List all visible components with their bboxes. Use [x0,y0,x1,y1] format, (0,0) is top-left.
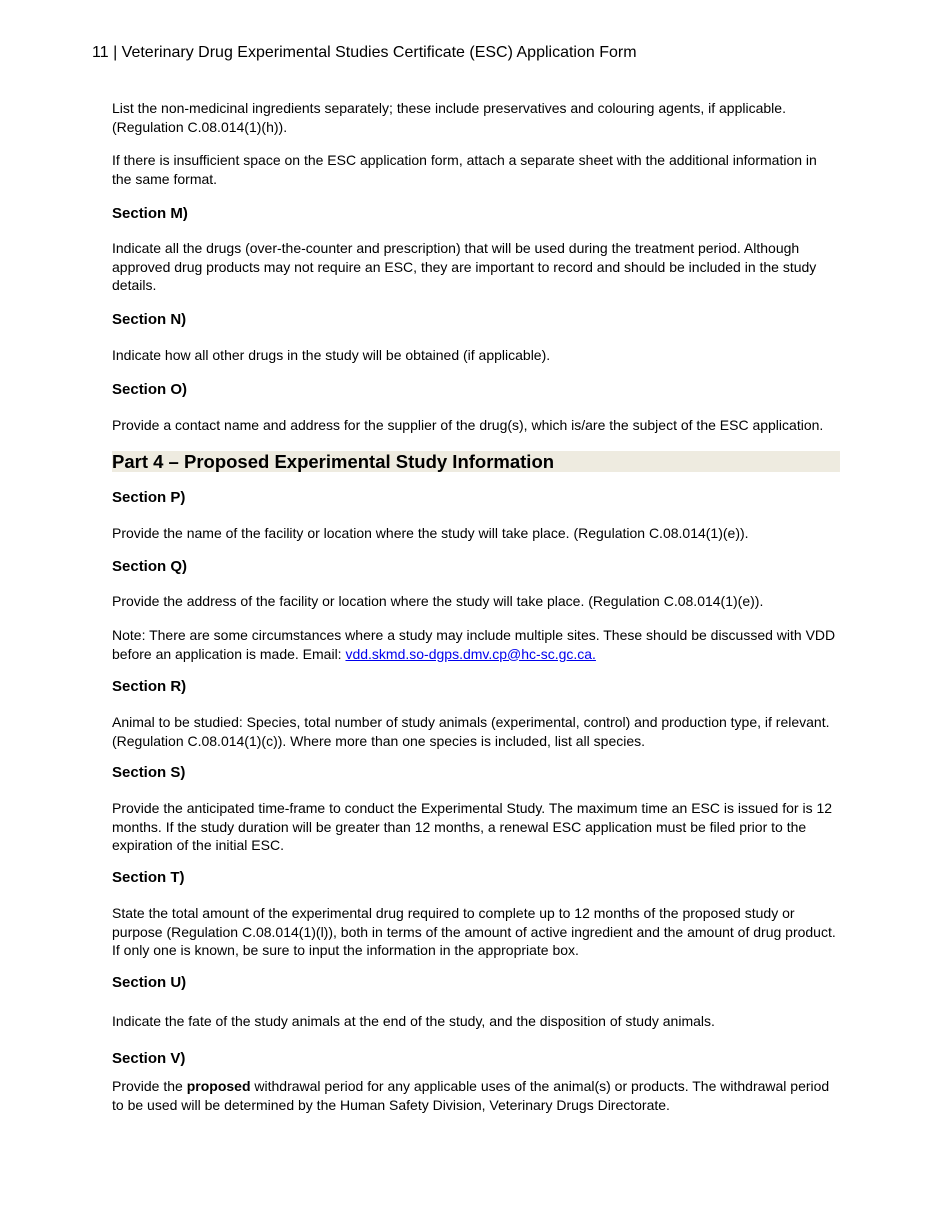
section-s-text: Provide the anticipated time-frame to conduct the Experimental Study. The maximum time an ESC is issued for is 12 months. If the study duration will be greater than 12 months, a renewal ESC application must be filed prior to the expiration of the initial ESC. [112,800,833,854]
page-number: 11 [92,44,109,61]
section-v-text-start: Provide the [112,1078,187,1094]
section-v-text-end: withdrawal period for any applicable uses of the animal(s) or products. The withdrawal period to be used will be determined by the Human Safety Division, Veterinary Drugs Directorate. [112,1078,830,1113]
section-q-note-text: Note: There are some circumstances where a study may include multiple sites. These should be discussed with VDD before an application is made. Email: [112,627,836,662]
section-t-heading: Section T) [112,869,185,886]
section-o-heading: Section O) [112,381,188,398]
section-u-heading: Section U) [112,974,187,991]
part-4-heading [112,451,840,472]
section-s-heading: Section S) [112,764,186,781]
section-n-heading: Section N) [112,311,187,328]
section-v-text [112,1077,840,1114]
header-separator: | [113,44,118,61]
page-header [92,43,637,63]
section-m-heading: Section M) [112,205,188,222]
section-q-note [112,626,840,663]
section-p-text: Provide the name of the facility or location where the study will take place. (Regulation C.08.014(1)(e)). [112,525,749,541]
section-t-text: State the total amount of the experimental drug required to complete up to 12 months of the proposed study or purpose (Regulation C.08.014(1)(l)), both in terms of the amount of active ingredient and the amount of drug product. If only one is known, be sure to input the information in the appropriate box. [112,905,836,959]
section-v-heading: Section V) [112,1050,186,1067]
section-v-text-bold: proposed [186,1078,251,1094]
section-u-text: Indicate the fate of the study animals at the end of the study, and the disposition of study animals. [112,1013,715,1029]
intro-paragraph-1: List the non-medicinal ingredients separately; these include preservatives and colouring agents, if applicable. (Regulation C.08.014(1)(h)). [112,100,786,135]
vdd-email-link[interactable]: vdd.skmd.so-dgps.dmv.cp@hc-sc.gc.ca. [345,645,596,662]
section-q-text: Provide the address of the facility or location where the study will take place. (Regulation C.08.014(1)(e)). [112,593,764,609]
section-n-text: Indicate how all other drugs in the study will be obtained (if applicable). [112,347,551,363]
section-o-text: Provide a contact name and address for the supplier of the drug(s), which is/are the subject of the ESC application. [112,417,824,433]
section-m-text: Indicate all the drugs (over-the-counter and prescription) that will be used during the treatment period. Although approved drug products may not require an ESC, they are important to record and should be included in the study details. [112,240,817,294]
document-title: Veterinary Drug Experimental Studies Certificate (ESC) Application Form [121,44,637,61]
section-q-heading: Section Q) [112,558,188,575]
section-r-heading: Section R) [112,678,187,695]
part-4-title: Part 4 – Proposed Experimental Study Information [112,451,555,472]
intro-paragraph-2: If there is insufficient space on the ESC application form, attach a separate sheet with the additional information in the same format. [112,152,817,187]
section-p-heading: Section P) [112,489,186,506]
section-r-text: Animal to be studied: Species, total number of study animals (experimental, control) and production type, if relevant. (Regulation C.08.014(1)(c)). Where more than one species is included, list all species. [112,714,830,749]
